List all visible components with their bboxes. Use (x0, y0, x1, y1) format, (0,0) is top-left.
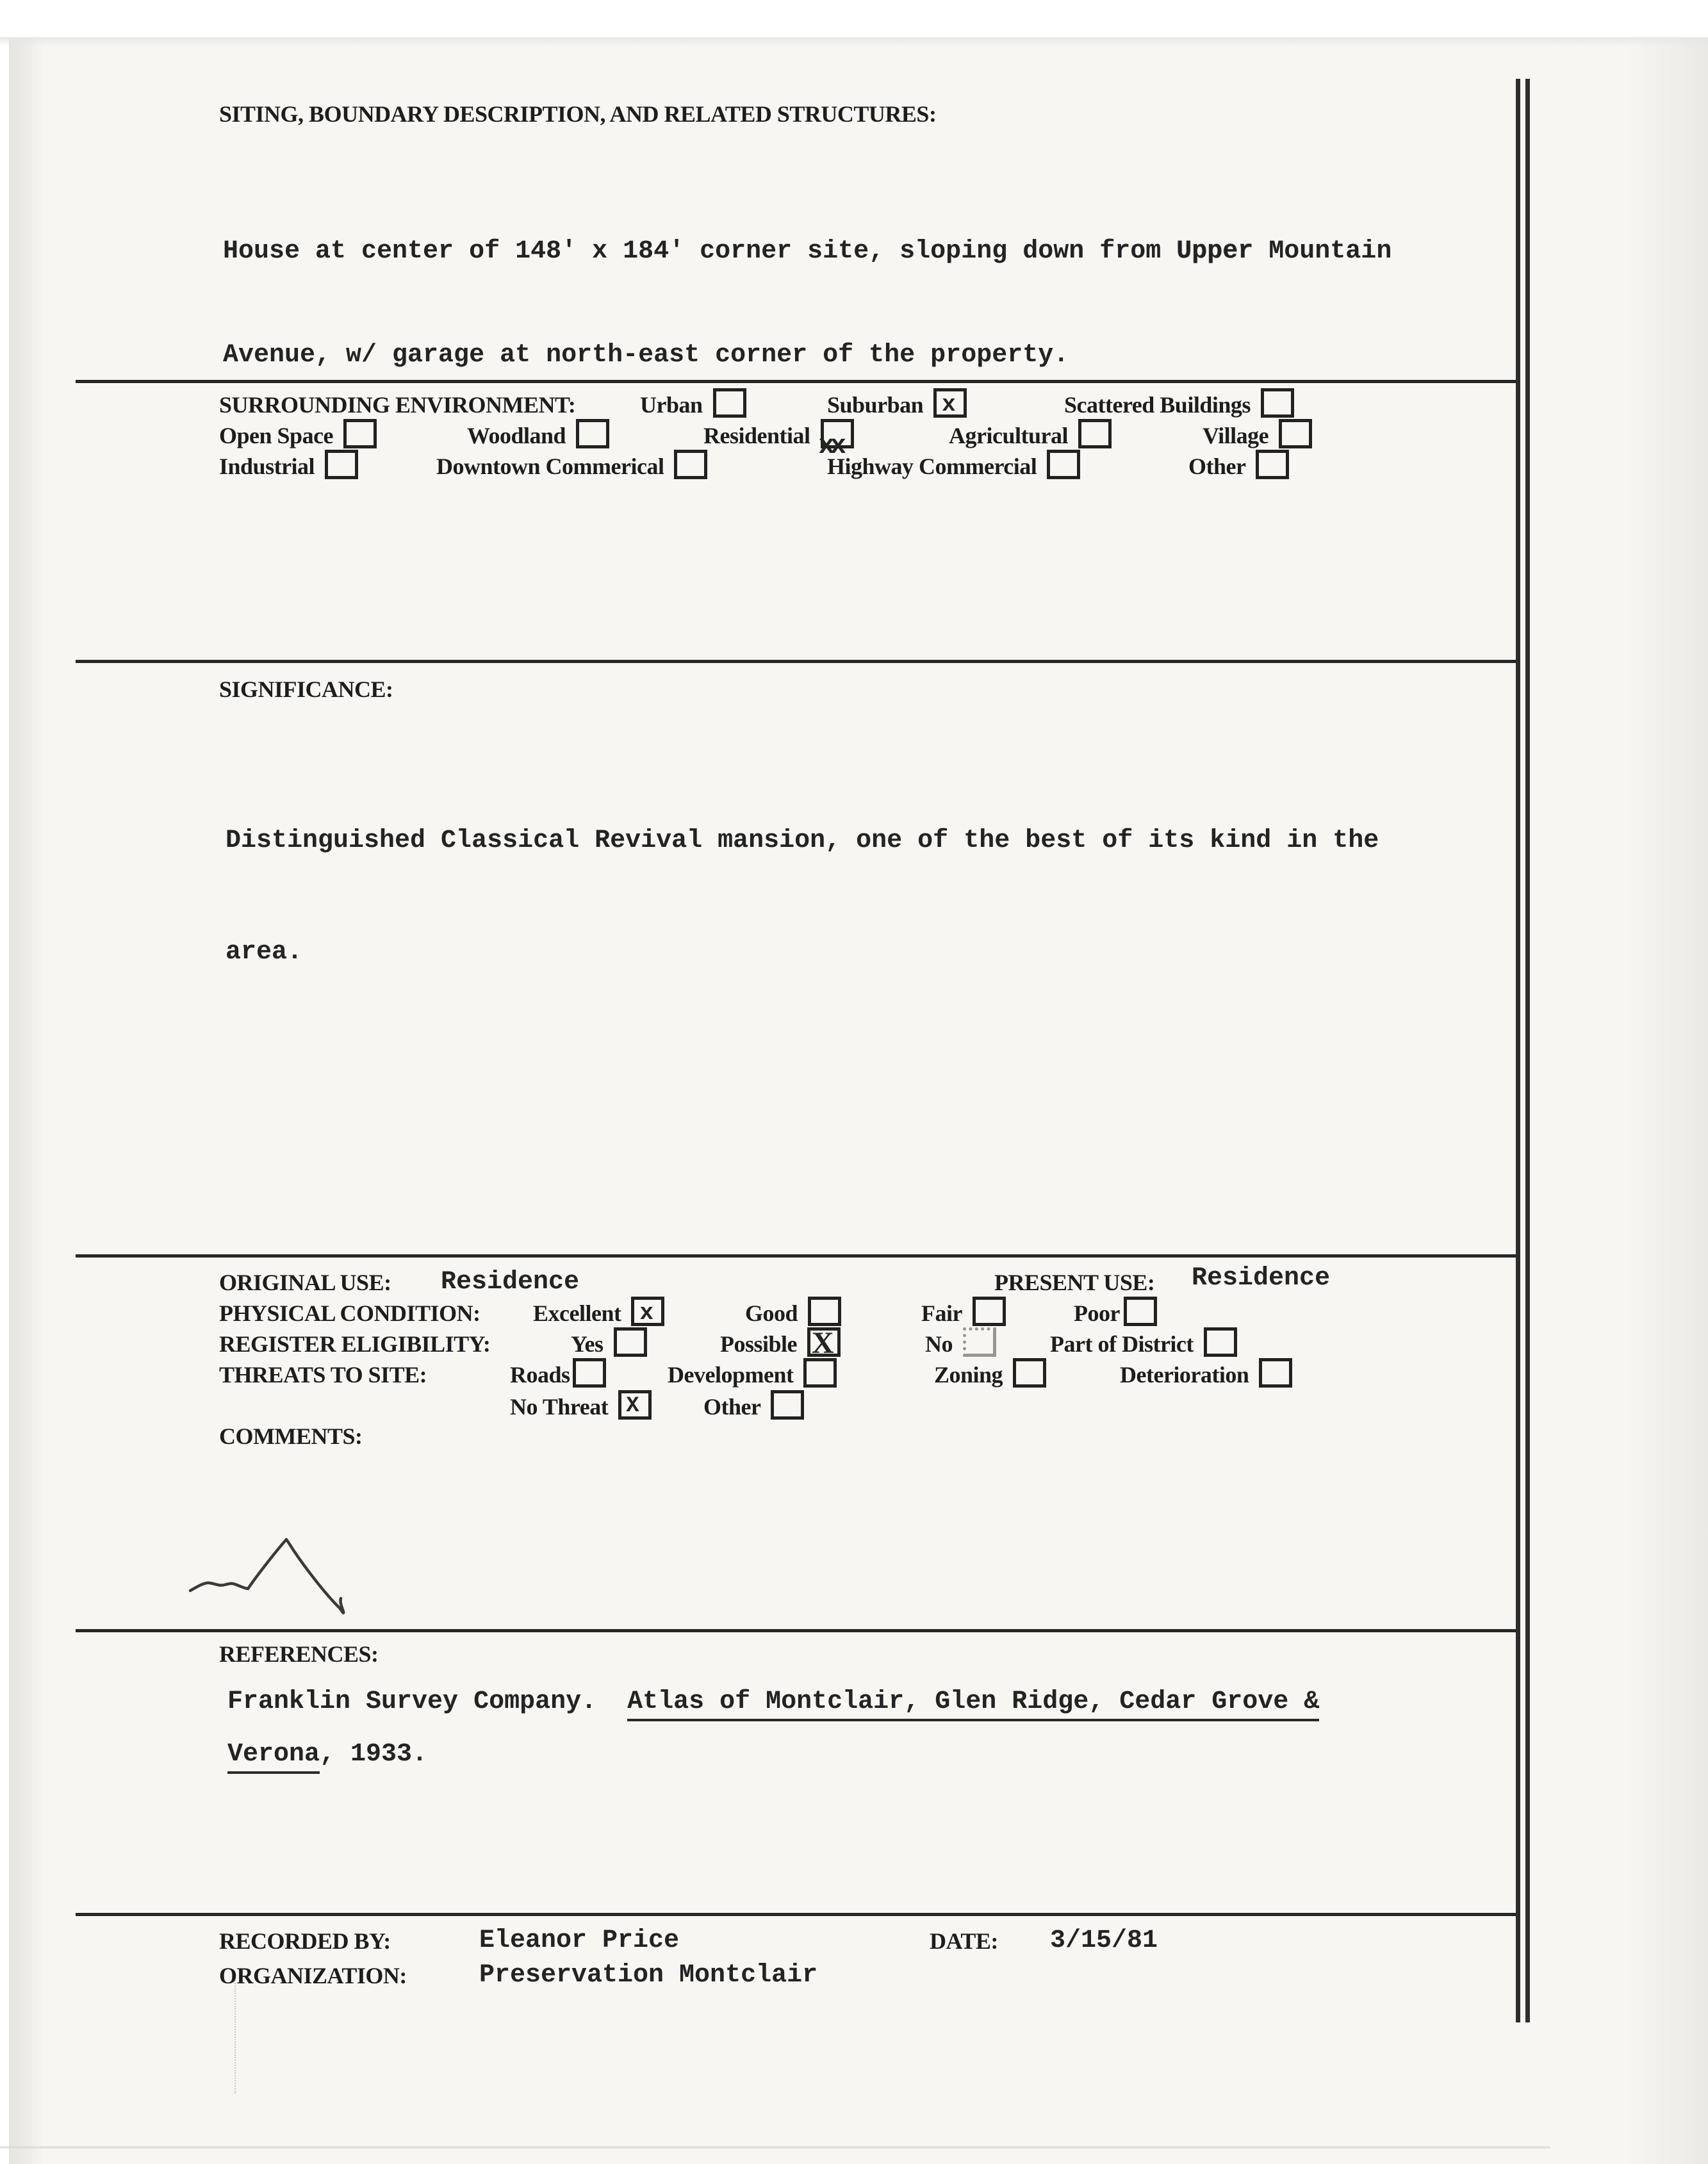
original-use-value: Residence (441, 1268, 580, 1297)
checkbox-development[interactable] (803, 1358, 837, 1388)
fold-mark (234, 1978, 236, 2094)
recorded-by-row (0, 1923, 1708, 1959)
present-use-value: Residence (1192, 1264, 1331, 1293)
label-possible: Possible (720, 1331, 798, 1357)
references-line-1: Franklin Survey Company. Atlas of Montclair, Glen Ridge, Cedar Grove & (227, 1685, 1319, 1719)
scan-edge-top (0, 0, 1708, 37)
handwritten-squiggle (179, 1526, 365, 1625)
present-use-label: PRESENT USE: (994, 1270, 1155, 1295)
siting-line-2: Avenue, w/ garage at north-east corner of the property. (223, 341, 1069, 370)
option-downtown-commerical (436, 448, 707, 484)
significance-line-1: Distinguished Classical Revival mansion, one of the best of its kind in the (226, 826, 1379, 855)
physical-condition-label: PHYSICAL CONDITION: (219, 1300, 480, 1326)
label-downtown-commerical: Downtown Commerical (436, 454, 664, 479)
date-label: DATE: (930, 1928, 998, 1954)
references-heading: REFERENCES: (219, 1641, 379, 1667)
date-value-token (1050, 1923, 1158, 1959)
organization-label: ORGANIZATION: (219, 1963, 407, 1988)
date (930, 1923, 998, 1959)
references-line-2: Verona, 1933. (227, 1737, 427, 1772)
organization-row (0, 1958, 1708, 1994)
checkbox-zoning[interactable] (1013, 1358, 1046, 1388)
section-divider-4 (76, 1629, 1517, 1632)
label-open-space: Open Space (219, 423, 334, 448)
label-suburban: Suburban (827, 392, 924, 418)
checkbox-deterioration[interactable] (1259, 1358, 1292, 1388)
option-zoning (934, 1357, 1046, 1393)
recorded-by-value: Eleanor Price (479, 1926, 680, 1955)
significance-heading: SIGNIFICANCE: (219, 676, 393, 702)
label-no: No (925, 1331, 953, 1357)
siting-heading: SITING, BOUNDARY DESCRIPTION, AND RELATED STRUCTURES: (219, 101, 937, 127)
scan-edge-top-shadow (0, 37, 1708, 46)
option-highway-commercial (827, 448, 1080, 484)
checkbox-highway-commercial[interactable] (1047, 450, 1080, 479)
label-fair: Fair (921, 1300, 962, 1326)
label-other-threat: Other (703, 1394, 761, 1420)
present-use-value-token (1192, 1261, 1330, 1297)
label-development: Development (668, 1362, 794, 1388)
label-residential: Residential (703, 423, 810, 448)
threats-to-site-label: THREATS TO SITE: (219, 1362, 427, 1388)
surrounding-heading: SURROUNDING ENVIRONMENT: (219, 392, 576, 418)
option-industrial (219, 448, 358, 484)
checkbox-downtown-commerical[interactable] (674, 450, 707, 479)
label-zoning: Zoning (934, 1362, 1003, 1388)
label-village: Village (1203, 423, 1269, 448)
option-deterioration (1120, 1357, 1292, 1393)
label-part-of-district: Part of District (1050, 1331, 1194, 1357)
scan-edge-bottom (0, 2146, 1550, 2149)
surrounding-row-3 (0, 448, 1708, 484)
right-margin-rule-outer (1516, 79, 1520, 2022)
organization-value-token (479, 1958, 817, 1994)
threats-row-1 (0, 1357, 1708, 1393)
option-other-environment (1188, 448, 1289, 484)
checkbox-woodland[interactable] (576, 419, 609, 448)
section-divider-3 (76, 1254, 1517, 1258)
label-woodland: Woodland (467, 423, 566, 448)
checkbox-suburban[interactable]: x (933, 388, 967, 418)
option-roads (510, 1357, 606, 1393)
recorded-by (219, 1923, 391, 1959)
label-good: Good (745, 1300, 798, 1326)
label-other-environment: Other (1188, 454, 1246, 479)
organization-value: Preservation Montclair (479, 1961, 818, 1990)
date-value: 3/15/81 (1050, 1926, 1158, 1955)
label-urban: Urban (640, 392, 703, 418)
label-deterioration: Deterioration (1120, 1362, 1249, 1388)
recorded-by-label: RECORDED BY: (219, 1928, 391, 1954)
scan-edge-right-shadow (1625, 37, 1708, 2164)
label-highway-commercial: Highway Commercial (827, 454, 1037, 479)
label-scattered-buildings: Scattered Buildings (1064, 392, 1251, 418)
original-use-label: ORIGINAL USE: (219, 1270, 391, 1295)
register-eligibility-label: REGISTER ELIGIBILITY: (219, 1331, 491, 1357)
organization (219, 1958, 407, 1994)
checkbox-residential[interactable]: xx (821, 419, 854, 448)
checkbox-scattered-buildings[interactable] (1261, 388, 1294, 418)
checkbox-possible[interactable]: X (807, 1327, 841, 1357)
section-divider-5 (76, 1913, 1517, 1916)
checkbox-urban[interactable] (713, 388, 746, 418)
overtyped-word: Upper (1176, 237, 1254, 266)
checkbox-fair[interactable] (973, 1297, 1006, 1326)
right-margin-rule-inner (1525, 79, 1530, 2022)
significance-line-2: area. (226, 938, 303, 967)
siting-line-1: House at center of 148' x 184' corner site, sloping down from Upper Mountain (223, 237, 1392, 266)
checkbox-other-threat[interactable] (771, 1390, 804, 1420)
scan-edge-left (0, 0, 9, 2164)
label-excellent: Excellent (533, 1300, 621, 1326)
checkbox-roads[interactable] (573, 1358, 606, 1388)
checkbox-other-environment[interactable] (1256, 450, 1289, 479)
checkbox-no[interactable] (963, 1327, 996, 1357)
checkbox-poor[interactable] (1124, 1297, 1157, 1326)
section-divider-2 (76, 660, 1517, 663)
checkbox-excellent[interactable]: x (631, 1297, 664, 1326)
label-yes: Yes (571, 1331, 604, 1357)
checkbox-part-of-district[interactable] (1204, 1327, 1237, 1357)
scan-edge-left-shadow (9, 37, 44, 2164)
reference-title: Atlas of Montclair, Glen Ridge, Cedar Grove & (627, 1687, 1319, 1721)
label-agricultural: Agricultural (949, 423, 1068, 448)
checkbox-industrial[interactable] (325, 450, 358, 479)
label-industrial: Industrial (219, 454, 315, 479)
recorded-by-value-token (479, 1923, 679, 1959)
reference-title-continued: Verona (227, 1740, 320, 1774)
option-development (668, 1357, 837, 1393)
comments-label: COMMENTS: (219, 1423, 363, 1449)
option-other-threat (703, 1389, 804, 1425)
checkbox-open-space[interactable] (343, 419, 377, 448)
option-no-threat (510, 1389, 652, 1425)
label-roads: Roads (510, 1362, 570, 1388)
label-no-threat: No Threat (510, 1394, 609, 1420)
significance-paragraph (226, 748, 1379, 1045)
checkbox-village[interactable] (1279, 419, 1312, 448)
checkbox-good[interactable] (808, 1297, 841, 1326)
label-poor: Poor (1074, 1300, 1120, 1326)
checkbox-yes[interactable] (614, 1327, 647, 1357)
checkbox-no-threat[interactable]: X (618, 1390, 652, 1420)
threats-to-site (219, 1357, 427, 1393)
checkbox-agricultural[interactable] (1078, 419, 1112, 448)
